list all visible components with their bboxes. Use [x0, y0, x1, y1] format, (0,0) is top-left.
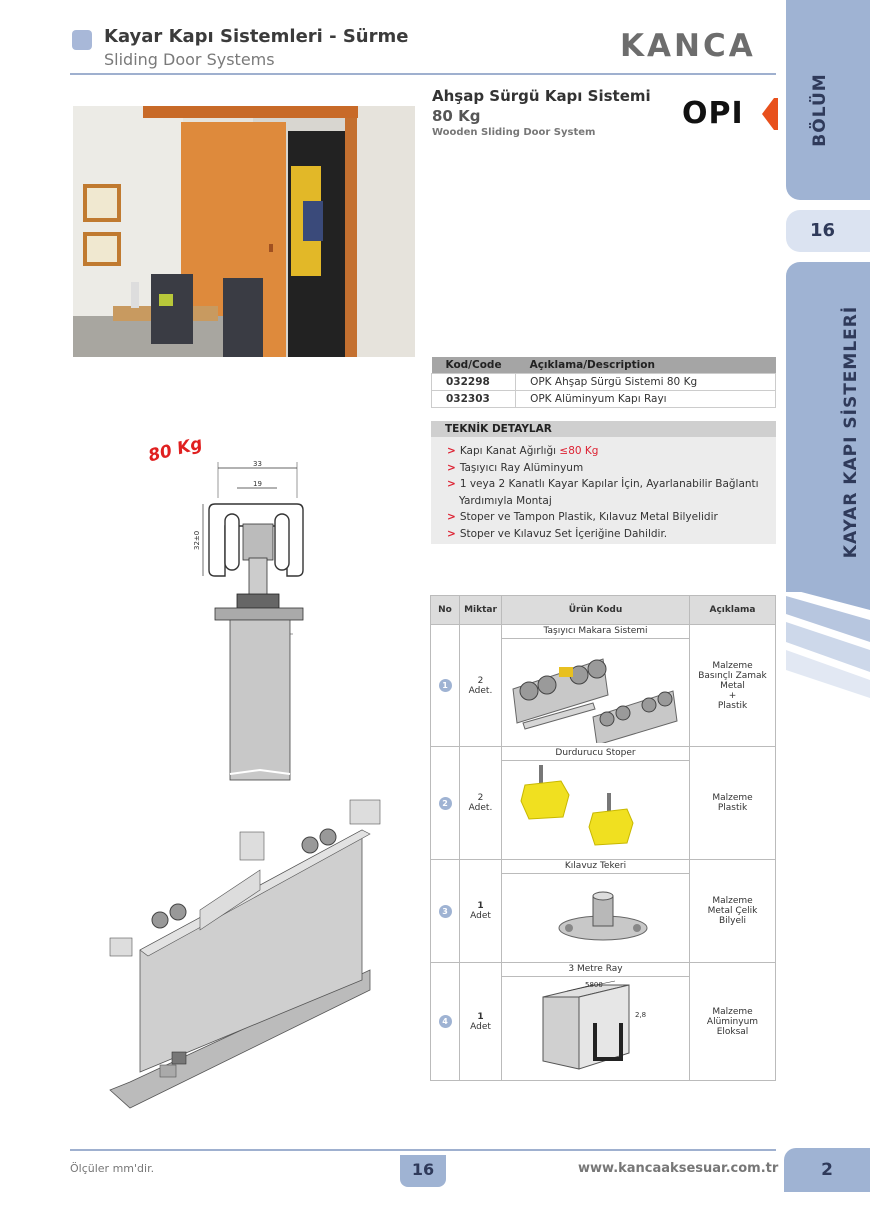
- brand-logo: KANCA: [620, 28, 756, 64]
- product-photo: [73, 106, 415, 357]
- side-stripes: [786, 580, 870, 700]
- tech-item-text: Stoper ve Kılavuz Set İçeriğine Dahildir.: [459, 527, 668, 540]
- qty-unit: Adet: [470, 911, 491, 921]
- row-number-cell: [431, 860, 460, 963]
- qty-value: 2: [477, 675, 484, 686]
- product-cell: [502, 963, 690, 1081]
- qty-cell: [460, 860, 502, 963]
- row-number-badge: 4: [439, 1015, 452, 1028]
- part-name: 3 Metre Ray: [502, 963, 689, 977]
- qty-unit: Adet.: [468, 685, 493, 696]
- page-number: 2: [784, 1148, 870, 1192]
- parts-table: [430, 595, 776, 1081]
- guide-wheel-icon: [503, 874, 689, 959]
- desc-col-header: Açıklama/Description: [516, 357, 776, 374]
- dim-33: 33: [253, 460, 262, 468]
- tech-details-heading: TEKNİK DETAYLAR: [431, 421, 776, 437]
- desc-col-header: Açıklama: [690, 596, 776, 625]
- list-item: [447, 476, 767, 509]
- row-number-badge: 2: [439, 797, 452, 810]
- side-tab-section-title: [786, 262, 870, 592]
- desc-line: Eloksal: [716, 1026, 749, 1037]
- side-tab-section-title-label: KAYAR KAPI SİSTEMLERİ: [841, 305, 861, 559]
- tech-item-text: 1 veya 2 Kanatlı Kayar Kapılar İçin, Ayarlanabilir Bağlantı Yardımıyla Montaj: [459, 478, 759, 507]
- arrow-icon: >: [447, 478, 456, 490]
- row-number-badge: 1: [439, 679, 452, 692]
- product-cell: [502, 860, 690, 963]
- qty-value: 2: [477, 793, 484, 803]
- assembly-drawing: [100, 790, 400, 1115]
- product-desc: OPK Ahşap Sürgü Sistemi 80 Kg: [516, 374, 776, 391]
- arrow-icon: >: [447, 461, 456, 474]
- no-col-header: No: [431, 596, 460, 625]
- list-item: [447, 460, 767, 477]
- desc-line: Malzeme: [712, 1006, 753, 1017]
- desc-cell: [690, 860, 776, 963]
- header-divider: [70, 73, 776, 75]
- footer-url[interactable]: www.kancaaksesuar.com.tr: [578, 1161, 779, 1176]
- list-item: [447, 509, 767, 526]
- qty-cell: [460, 747, 502, 860]
- desc-line: Malzeme: [712, 793, 753, 803]
- desc-cell: [690, 625, 776, 747]
- product-code: 032298: [432, 374, 516, 391]
- desc-line: Alüminyum: [706, 1016, 759, 1027]
- list-item: [447, 443, 767, 460]
- table-row: [431, 747, 776, 860]
- row-number-badge: 3: [439, 905, 452, 918]
- qty-value: 1: [477, 1011, 484, 1022]
- footer-divider: [70, 1149, 776, 1151]
- qty-cell: [460, 625, 502, 747]
- arrow-icon: >: [447, 527, 456, 540]
- part-name: Durdurucu Stoper: [502, 747, 689, 761]
- row-number-cell: [431, 747, 460, 860]
- desc-line: Basınçlı Zamak: [698, 670, 767, 681]
- code-col-header: Ürün Kodu: [502, 596, 690, 625]
- qty-unit: Adet: [470, 1021, 491, 1032]
- side-tab-bolum-label: BÖLÜM: [810, 73, 830, 147]
- page-title: Kayar Kapı Sistemleri - Sürme: [104, 26, 409, 47]
- table-row: [431, 860, 776, 963]
- footer-note: Ölçüler mm'dir.: [70, 1162, 155, 1175]
- desc-line: Metal: [720, 680, 745, 691]
- code-table: [431, 357, 776, 408]
- desc-cell: [690, 963, 776, 1081]
- table-row: [431, 625, 776, 747]
- header-square-icon: [72, 30, 92, 50]
- opi-brand-logo: OPI: [682, 96, 744, 131]
- side-tab-bolum-label-wrap: [800, 30, 840, 200]
- row-number-cell: [431, 625, 460, 747]
- footer-section-number: 16: [400, 1155, 446, 1187]
- tech-item-text: Stoper ve Tampon Plastik, Kılavuz Metal Bilyelidir: [459, 511, 718, 523]
- table-row: [431, 963, 776, 1081]
- arrow-icon: >: [447, 511, 456, 523]
- qty-cell: [460, 963, 502, 1081]
- dim-height: 32±0: [193, 530, 201, 550]
- rail-profile-icon: [503, 977, 689, 1077]
- rail-width-dim: 5800: [584, 981, 603, 989]
- side-tab-section-number: 16: [786, 210, 870, 252]
- tech-item-text: Taşıyıcı Ray Alüminyum: [459, 461, 584, 474]
- roller-carrier-icon: [503, 639, 689, 743]
- opi-logo-mark-icon: [758, 98, 778, 130]
- desc-line: Bilyeli: [718, 916, 747, 926]
- desc-cell: [690, 747, 776, 860]
- product-subtitle-en: Wooden Sliding Door System: [432, 127, 596, 138]
- desc-line: +: [728, 690, 737, 701]
- desc-line: Malzeme: [712, 896, 753, 906]
- code-col-header: Kod/Code: [432, 357, 516, 374]
- tech-item-value: ≤80 Kg: [559, 445, 599, 457]
- tech-details-box: [431, 421, 776, 544]
- desc-line: Plastik: [717, 700, 748, 711]
- product-cell: [502, 625, 690, 747]
- stopper-icon: [503, 761, 689, 856]
- product-capacity: 80 Kg: [432, 107, 481, 125]
- table-row: [432, 374, 776, 391]
- desc-line: Metal Çelik: [707, 906, 758, 916]
- product-desc: OPK Alüminyum Kapı Rayı: [516, 391, 776, 408]
- dim-19: 19: [253, 480, 262, 488]
- arrow-icon: >: [447, 445, 456, 457]
- desc-line: Malzeme: [712, 660, 753, 671]
- table-row: [432, 391, 776, 408]
- product-code: 032303: [432, 391, 516, 408]
- tech-details-list: [447, 443, 767, 542]
- profile-drawing: [185, 458, 315, 788]
- list-item: [447, 526, 767, 543]
- tech-item-text: Kapı Kanat Ağırlığı: [459, 445, 560, 457]
- part-name: Kılavuz Tekeri: [502, 860, 689, 874]
- desc-line: Plastik: [717, 803, 748, 813]
- product-cell: [502, 747, 690, 860]
- qty-col-header: Miktar: [460, 596, 502, 625]
- weight-badge: 80 Kg: [146, 433, 205, 467]
- qty-value: 1: [477, 901, 484, 911]
- product-title: Ahşap Sürgü Kapı Sistemi: [432, 87, 651, 105]
- part-name: Taşıyıcı Makara Sistemi: [502, 625, 689, 639]
- rail-thickness-dim: 2,8: [634, 1011, 646, 1019]
- row-number-cell: [431, 963, 460, 1081]
- page-subtitle: Sliding Door Systems: [104, 50, 275, 69]
- qty-unit: Adet.: [468, 803, 493, 813]
